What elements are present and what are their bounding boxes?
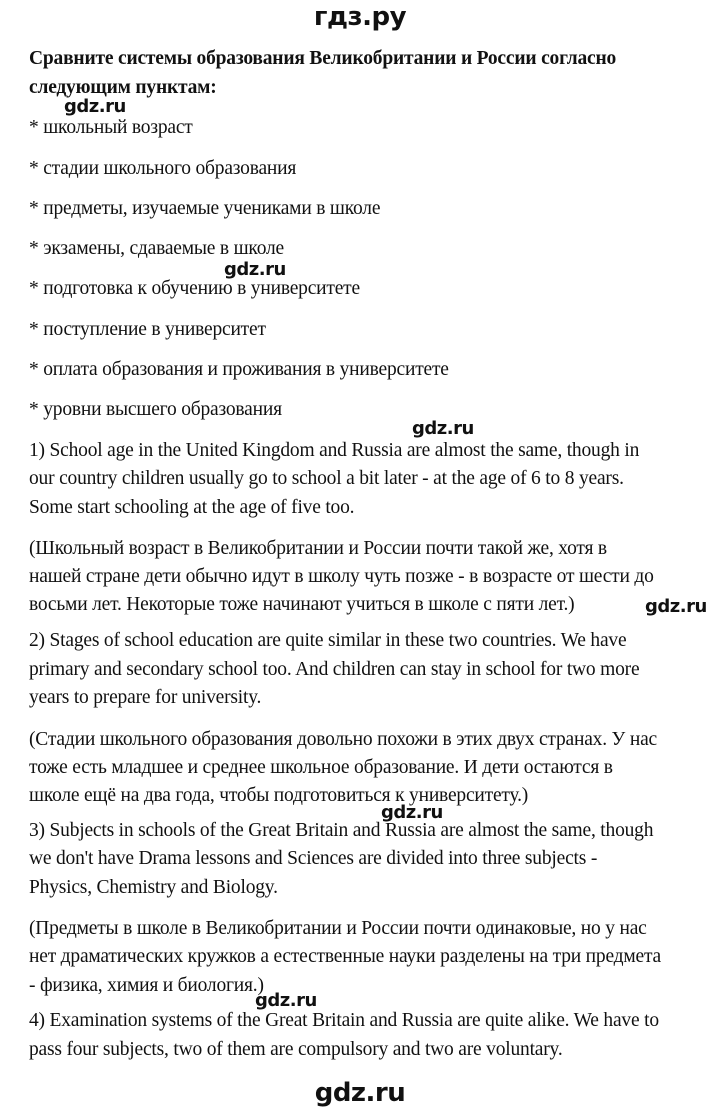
text-line: Some start schooling at the age of five too. — [29, 497, 355, 518]
bullet-item: * школьный возраст — [29, 117, 193, 138]
text-line: 2) Stages of school education are quite similar in these two countries. We have — [29, 630, 627, 651]
text-line: (Школьный возраст в Великобритании и России почти такой же, хотя в — [29, 538, 607, 559]
text-line: нашей стране дети обычно идут в школу чуть позже - в возрасте от шести до — [29, 566, 654, 587]
text-line: pass four subjects, two of them are compulsory and two are voluntary. — [29, 1039, 563, 1060]
text-line: 4) Examination systems of the Great Britain and Russia are quite alike. We have to — [29, 1010, 659, 1031]
text-line: тоже есть младшее и среднее школьное образование. И дети остаются в — [29, 757, 613, 778]
bullet-item: * стадии школьного образования — [29, 158, 297, 179]
task-heading-line-2: следующим пунктам: — [29, 77, 217, 98]
text-line: 1) School age in the United Kingdom and Russia are almost the same, though in — [29, 440, 640, 461]
text-line: 3) Subjects in schools of the Great Britain and Russia are almost the same, though — [29, 820, 654, 841]
bullet-item: * предметы, изучаемые учениками в школе — [29, 198, 381, 219]
bullet-item: * оплата образования и проживания в университете — [29, 359, 449, 380]
text-line: years to prepare for university. — [29, 687, 262, 708]
watermark-inline: gdz.ru — [381, 802, 443, 823]
text-line: школе ещё на два года, чтобы подготовиться к университету.) — [29, 785, 529, 806]
bullet-item: * экзамены, сдаваемые в школе — [29, 238, 284, 259]
watermark-inline: gdz.ru — [255, 990, 317, 1011]
watermark-inline: gdz.ru — [645, 596, 707, 617]
task-heading-line-1: Сравните системы образования Великобритании и России согласно — [29, 48, 617, 69]
watermark-inline: gdz.ru — [412, 418, 474, 439]
text-line: (Стадии школьного образования довольно похожи в этих двух странах. У нас — [29, 729, 657, 750]
text-line: primary and secondary school too. And children can stay in school for two more — [29, 659, 640, 680]
text-line: восьми лет. Некоторые тоже начинают учиться в школе с пяти лет.) — [29, 594, 575, 615]
text-line: Physics, Chemistry and Biology. — [29, 877, 278, 898]
watermark-footer: gdz.ru — [314, 1078, 406, 1108]
bullet-item: * подготовка к обучению в университете — [29, 278, 360, 299]
watermark-inline: gdz.ru — [224, 259, 286, 280]
bullet-item: * поступление в университет — [29, 319, 266, 340]
text-line: (Предметы в школе в Великобритании и России почти одинаковые, но у нас — [29, 918, 647, 939]
text-line: - физика, химия и биология.) — [29, 975, 264, 996]
watermark-header: гдз.ру — [313, 2, 407, 32]
text-line: нет драматических кружков а естественные науки разделены на три предмета — [29, 946, 661, 967]
text-line: our country children usually go to school a bit later - at the age of 6 to 8 years. — [29, 468, 624, 489]
text-line: we don't have Drama lessons and Sciences are divided into three subjects - — [29, 848, 598, 869]
bullet-item: * уровни высшего образования — [29, 399, 282, 420]
watermark-inline: gdz.ru — [64, 96, 126, 117]
